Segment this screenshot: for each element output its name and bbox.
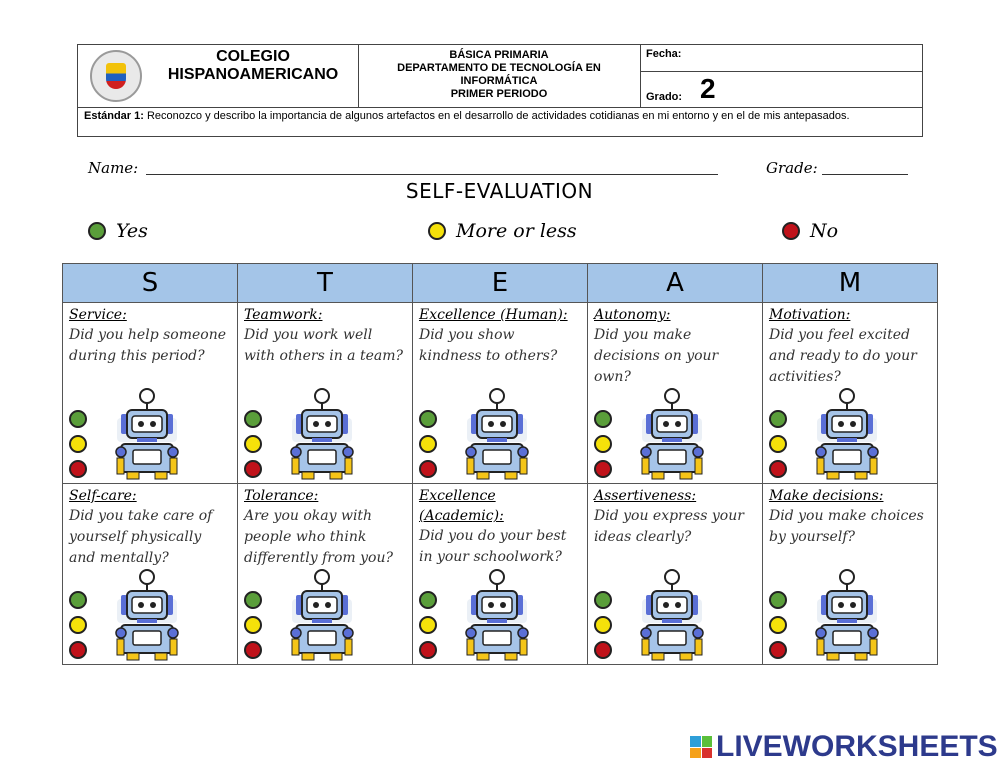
robot-icon bbox=[640, 569, 704, 661]
red-option-circle-icon[interactable] bbox=[594, 460, 612, 478]
yellow-option-circle-icon[interactable] bbox=[419, 616, 437, 634]
green-option-circle-icon[interactable] bbox=[244, 591, 262, 609]
grade-input-line[interactable] bbox=[822, 174, 908, 175]
legend-yes-label: Yes bbox=[116, 220, 148, 242]
robot-icon bbox=[465, 388, 529, 480]
cell-title: Self-care: bbox=[69, 488, 137, 504]
green-option-circle-icon[interactable] bbox=[419, 591, 437, 609]
estandar-text bbox=[84, 109, 914, 123]
red-option-circle-icon[interactable] bbox=[769, 460, 787, 478]
steam-cell bbox=[588, 303, 762, 484]
steam-cell bbox=[413, 303, 587, 484]
robot-icon bbox=[465, 569, 529, 661]
green-option-circle-icon[interactable] bbox=[244, 410, 262, 428]
red-option-circle-icon[interactable] bbox=[594, 641, 612, 659]
dept-line-3: INFORMÁTICA bbox=[460, 75, 538, 87]
meta-cell bbox=[640, 45, 922, 107]
green-option-circle-icon[interactable] bbox=[769, 410, 787, 428]
cell-question: Are you okay with people who think differently from you? bbox=[244, 508, 393, 566]
yellow-option-circle-icon[interactable] bbox=[594, 616, 612, 634]
cell-question: Did you help someone during this period? bbox=[69, 327, 227, 364]
traffic-light-options bbox=[244, 410, 266, 478]
steam-cell bbox=[63, 303, 237, 484]
robot-icon bbox=[290, 569, 354, 661]
legend-yes bbox=[88, 218, 148, 244]
yellow-option-circle-icon[interactable] bbox=[769, 616, 787, 634]
school-cell bbox=[78, 45, 359, 107]
cell-question: Did you make choices by yourself? bbox=[769, 508, 924, 545]
yellow-option-circle-icon[interactable] bbox=[69, 616, 87, 634]
traffic-light-options bbox=[594, 410, 616, 478]
red-option-circle-icon[interactable] bbox=[419, 641, 437, 659]
liveworksheets-logo bbox=[690, 731, 998, 763]
grade-label: Grade: bbox=[766, 159, 818, 177]
robot-icon bbox=[640, 388, 704, 480]
cell-title: Service: bbox=[69, 307, 127, 323]
cell-title: Assertiveness: bbox=[594, 488, 697, 504]
traffic-light-options bbox=[419, 591, 441, 659]
green-option-circle-icon[interactable] bbox=[594, 410, 612, 428]
red-circle-icon bbox=[782, 222, 800, 240]
steam-header-s: S bbox=[63, 264, 238, 302]
green-option-circle-icon[interactable] bbox=[69, 591, 87, 609]
grado-label: Grado: bbox=[646, 91, 683, 103]
traffic-light-options bbox=[69, 410, 91, 478]
cell-question: Did you show kindness to others? bbox=[419, 327, 558, 364]
steam-cell bbox=[413, 484, 587, 665]
steam-header-m: M bbox=[838, 268, 862, 298]
dept-line-1: BÁSICA PRIMARIA bbox=[449, 49, 549, 61]
header-top-row bbox=[78, 45, 922, 108]
green-circle-icon bbox=[88, 222, 106, 240]
robot-icon bbox=[815, 569, 879, 661]
red-option-circle-icon[interactable] bbox=[244, 460, 262, 478]
name-input-line[interactable] bbox=[146, 174, 718, 175]
cell-question: Did you do your best in your schoolwork? bbox=[419, 528, 567, 565]
cell-question: Did you express your ideas clearly? bbox=[594, 508, 744, 545]
steam-header-row bbox=[63, 264, 937, 303]
steam-header-t: T bbox=[238, 264, 413, 302]
cell-question: Did you work well with others in a team? bbox=[244, 327, 404, 364]
red-option-circle-icon[interactable] bbox=[419, 460, 437, 478]
cell-question: Did you feel excited and ready to do your activities? bbox=[769, 327, 917, 385]
traffic-light-options bbox=[244, 591, 266, 659]
steam-header-a: A bbox=[588, 264, 763, 302]
grado-value: 2 bbox=[700, 73, 716, 104]
steam-cell bbox=[238, 303, 412, 484]
estandar-label: Estándar 1: bbox=[84, 110, 144, 122]
department-cell bbox=[358, 45, 641, 107]
steam-grid bbox=[62, 263, 938, 665]
school-name-line-2: HISPANOAMERICANO bbox=[167, 66, 339, 83]
yellow-option-circle-icon[interactable] bbox=[419, 435, 437, 453]
cell-title: Make decisions: bbox=[769, 488, 884, 504]
green-option-circle-icon[interactable] bbox=[594, 591, 612, 609]
steam-cell bbox=[588, 484, 762, 665]
name-label: Name: bbox=[88, 159, 139, 177]
cell-title: Excellence (Human): bbox=[419, 307, 568, 323]
red-option-circle-icon[interactable] bbox=[769, 641, 787, 659]
traffic-light-options bbox=[594, 591, 616, 659]
yellow-circle-icon bbox=[428, 222, 446, 240]
legend-more-or-less-label: More or less bbox=[456, 220, 577, 242]
yellow-option-circle-icon[interactable] bbox=[244, 616, 262, 634]
dept-line-2: DEPARTAMENTO DE TECNOLOGÍA EN bbox=[397, 62, 601, 74]
yellow-option-circle-icon[interactable] bbox=[69, 435, 87, 453]
dept-line-4: PRIMER PERIODO bbox=[450, 88, 548, 100]
green-option-circle-icon[interactable] bbox=[419, 410, 437, 428]
steam-header-e: E bbox=[413, 264, 588, 302]
robot-icon bbox=[115, 569, 179, 661]
green-option-circle-icon[interactable] bbox=[69, 410, 87, 428]
cell-title: Excellence (Academic): bbox=[419, 488, 504, 524]
robot-icon bbox=[290, 388, 354, 480]
red-option-circle-icon[interactable] bbox=[69, 460, 87, 478]
cell-question: Did you take care of yourself physically and mentally? bbox=[69, 508, 213, 566]
legend-more-or-less bbox=[428, 218, 577, 244]
cell-title: Tolerance: bbox=[244, 488, 319, 504]
school-logo-icon bbox=[90, 50, 142, 102]
fecha-label: Fecha: bbox=[646, 48, 682, 60]
legend-no-label: No bbox=[810, 220, 839, 242]
traffic-light-options bbox=[69, 591, 91, 659]
robot-icon bbox=[815, 388, 879, 480]
traffic-light-options bbox=[769, 410, 791, 478]
cell-title: Motivation: bbox=[769, 307, 851, 323]
cell-title: Autonomy: bbox=[594, 307, 671, 323]
robot-icon bbox=[115, 388, 179, 480]
steam-cell bbox=[63, 484, 237, 665]
red-option-circle-icon[interactable] bbox=[244, 641, 262, 659]
liveworksheets-brand: LIVEWORKSHEETS bbox=[716, 730, 998, 763]
steam-cell bbox=[763, 303, 937, 484]
steam-cell bbox=[238, 484, 412, 665]
red-option-circle-icon[interactable] bbox=[69, 641, 87, 659]
cell-question: Did you make decisions on your own? bbox=[594, 327, 719, 385]
yellow-option-circle-icon[interactable] bbox=[769, 435, 787, 453]
yellow-option-circle-icon[interactable] bbox=[244, 435, 262, 453]
school-name bbox=[148, 48, 358, 84]
page-title: SELF-EVALUATION bbox=[405, 179, 594, 203]
traffic-light-options bbox=[419, 410, 441, 478]
header-table bbox=[77, 44, 923, 137]
yellow-option-circle-icon[interactable] bbox=[594, 435, 612, 453]
liveworksheets-logo-icon bbox=[690, 736, 712, 758]
green-option-circle-icon[interactable] bbox=[769, 591, 787, 609]
traffic-light-options bbox=[769, 591, 791, 659]
school-name-line-1: COLEGIO bbox=[216, 48, 290, 65]
cell-title: Teamwork: bbox=[244, 307, 323, 323]
legend-no bbox=[782, 218, 838, 244]
estandar-description: Reconozco y describo la importancia de algunos artefactos en el desarrollo de actividades cotidianas en mi entorno y en el de mis antepasados. bbox=[143, 110, 850, 122]
steam-cell bbox=[763, 484, 937, 665]
